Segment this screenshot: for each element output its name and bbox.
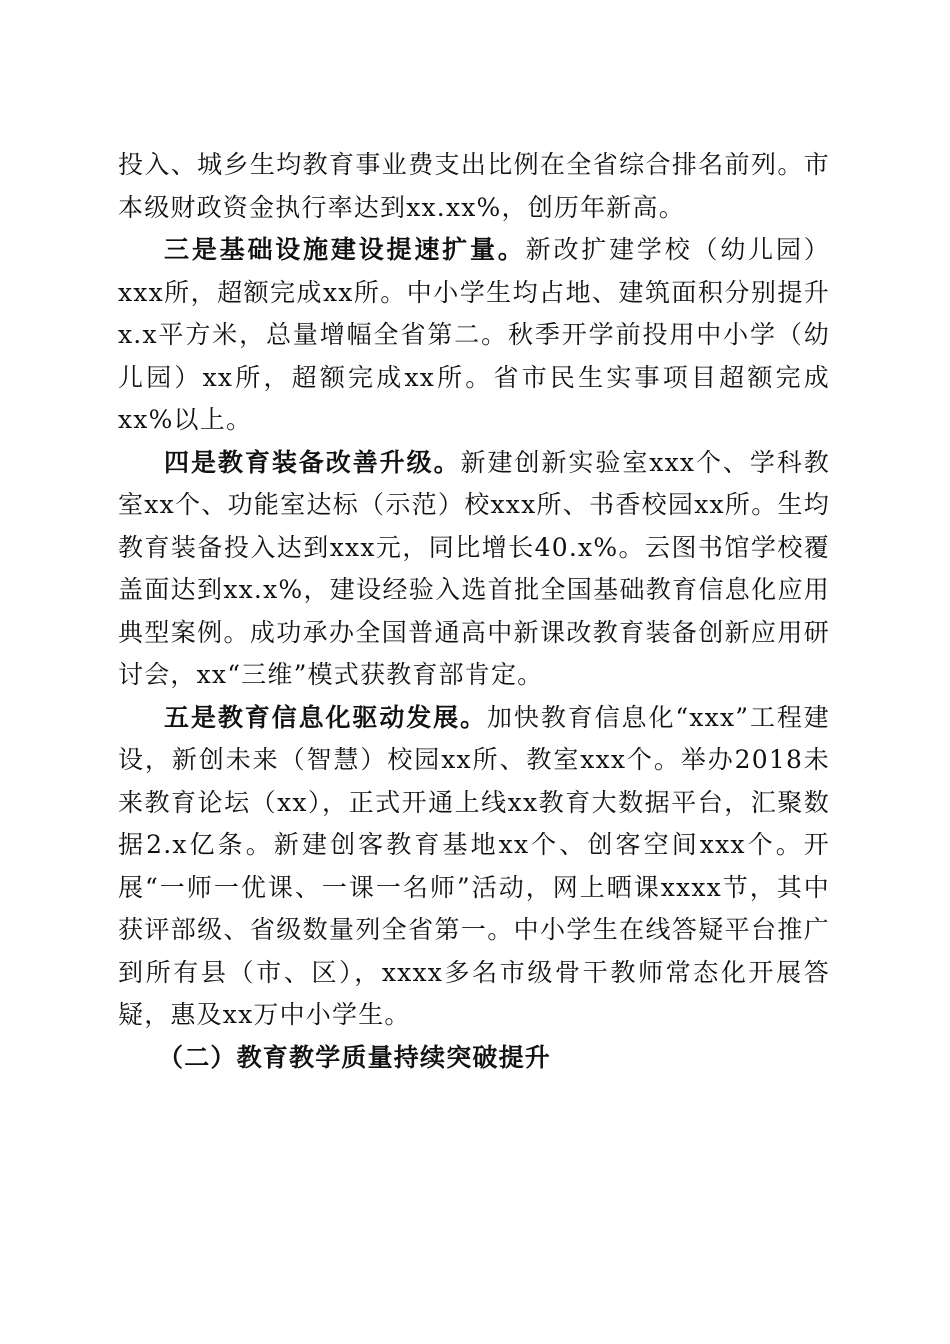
paragraph-infrastructure	[118, 229, 830, 442]
paragraph-text: 新建创新实验室xxx个、学科教室xx个、功能室达标（示范）校xxx所、书香校园xx所。生均教育装备投入达到xxx元，同比增长40.x%。云图书馆学校覆盖面达到xx.x%，建设经验入选首批全国基础教育信息化应用典型案例。成功承办全国普通高中新课改教育装备创新应用研讨会，xx“三维”模式获教育部肯定。	[118, 447, 830, 689]
paragraph-lead: 三是基础设施建设提速扩量。	[164, 235, 526, 264]
paragraph-informatization	[118, 697, 830, 1037]
paragraph-continuation	[118, 144, 830, 229]
paragraph-equipment	[118, 442, 830, 697]
paragraph-lead: 四是教育装备改善升级。	[164, 447, 461, 477]
section-subheading: （二）教育教学质量持续突破提升	[158, 1042, 552, 1072]
paragraph-lead: 五是教育信息化驱动发展。	[164, 702, 487, 732]
paragraph-text: 投入、城乡生均教育事业费支出比例在全省综合排名前列。市本级财政资金执行率达到xx.xx%，创历年新高。	[118, 150, 830, 222]
paragraph-text: 加快教育信息化“xxx”工程建设，新创未来（智慧）校园xx所、教室xxx个。举办2018未来教育论坛（xx），正式开通上线xx教育大数据平台，汇聚数据2.x亿条。新建创客教育基地xx个、创客空间xxx个。开展“一师一优课、一课一名师”活动，网上晒课xxxx节，其中获评部级、省级数量列全省第一。中小学生在线答疑平台推广到所有县（市、区），xxxx多名市级骨干教师常态化开展答疑，惠及xx万中小学生。	[118, 702, 830, 1029]
document-page	[118, 144, 830, 1079]
paragraph-text: 新改扩建学校（幼儿园）xxx所，超额完成xx所。中小学生均占地、建筑面积分别提升x.x平方米，总量增幅全省第二。秋季开学前投用中小学（幼儿园）xx所，超额完成xx所。省市民生实事项目超额完成xx%以上。	[118, 235, 830, 434]
